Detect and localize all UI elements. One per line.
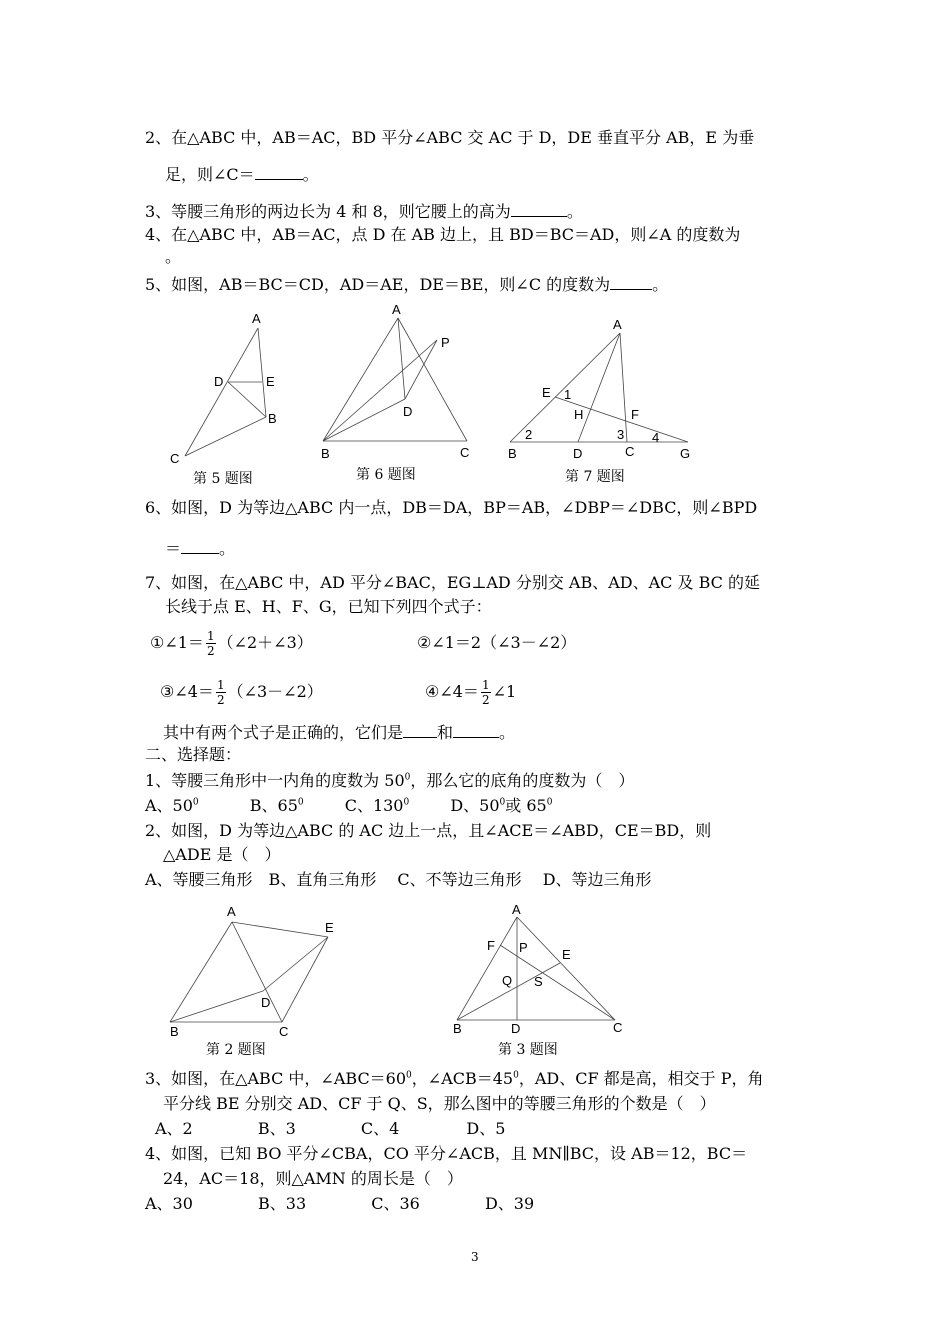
degree-sup: 0	[406, 1070, 412, 1081]
page-number: 3	[471, 1250, 479, 1264]
fig7-label-4: 4	[652, 430, 660, 445]
q6-line2-pre: ＝	[165, 539, 182, 558]
figure-5	[160, 305, 300, 470]
degree-sup: 0	[192, 797, 199, 808]
frac-num: 1	[481, 678, 490, 692]
option-d: D、5	[466, 1119, 506, 1138]
c-q1-pre: 1、等腰三角形中一内角的度数为 50	[145, 771, 405, 790]
option-c: C、36	[371, 1194, 420, 1213]
q6-line2	[165, 537, 235, 559]
option-d: D、50	[450, 796, 500, 815]
degree-sup: 0	[297, 797, 304, 808]
q6-line2-post: 。	[219, 539, 236, 558]
fraction-half	[216, 678, 226, 707]
q7-opt1-post: （∠2＋∠3）	[217, 633, 313, 652]
c-q3-mid: ，∠ACB＝45	[411, 1069, 514, 1088]
option-d-mid: 或 65	[505, 796, 547, 815]
frac-den: 2	[216, 693, 225, 707]
q2-line2	[165, 163, 319, 185]
degree-sup: 0	[404, 772, 411, 783]
fig5-label-b: B	[268, 411, 277, 426]
fig7-label-a: A	[613, 317, 622, 332]
q7-line2: 长线于点 E、H、F、G，已知下列四个式子：	[165, 597, 492, 616]
answer-blank	[610, 273, 652, 290]
c-q2-line2: △ADE 是（ ）	[163, 845, 281, 864]
c2-label-e: E	[325, 920, 334, 935]
option-a: A、2	[155, 1119, 193, 1138]
q6-line1: 6、如图，D 为等边△ABC 内一点，DB＝DA，BP＝AB，∠DBP＝∠DBC，则∠BPD	[145, 498, 758, 517]
c-q2-options: A、等腰三角形 B、直角三角形 C、不等边三角形 D、等边三角形	[145, 870, 652, 889]
option-a: A、30	[145, 1194, 193, 1213]
frac-num: 1	[206, 629, 215, 643]
answer-blank	[255, 163, 303, 180]
c-q3-pre: 3、如图，在△ABC 中，∠ABC＝60	[145, 1069, 407, 1088]
answer-blank	[511, 200, 567, 217]
fig6-label-d: D	[403, 404, 413, 419]
fig6-label-p: P	[441, 335, 450, 350]
choice-figure-2	[160, 900, 360, 1040]
c-q3-line1	[145, 1069, 764, 1089]
q7-opt4-pre: ④∠4＝	[425, 682, 479, 701]
q7-line1: 7、如图，在△ABC 中，AD 平分∠BAC，EG⊥AD 分别交 AB、AD、AC 及 BC 的延	[145, 573, 760, 592]
q7-opt3-pre: ③∠4＝	[160, 682, 214, 701]
frac-den: 2	[206, 644, 215, 658]
c-q4-line1: 4、如图，已知 BO 平分∠CBA，CO 平分∠ACB，且 MN∥BC，设 AB＝12，BC＝	[145, 1144, 748, 1163]
c-q3-options	[155, 1119, 505, 1139]
q3	[145, 200, 583, 222]
figure-6	[310, 300, 480, 465]
q7-ans-post: 。	[499, 723, 516, 742]
fig7-label-g: G	[680, 446, 691, 461]
fig7-label-2: 2	[525, 427, 533, 442]
frac-num: 1	[216, 678, 225, 692]
fig5-label-d: D	[214, 374, 224, 389]
q2-line2-pre: 足，则∠C＝	[165, 165, 255, 184]
c-q1	[145, 771, 634, 791]
q7-option-4	[425, 677, 516, 707]
c-q1-post: ，那么它的底角的度数为（ ）	[410, 771, 635, 790]
fig5-label-e: E	[266, 374, 275, 389]
c2-label-c: C	[279, 1024, 289, 1039]
c3-label-b: B	[453, 1021, 462, 1036]
option-c: C、130	[344, 796, 404, 815]
q2-line2-post: 。	[302, 165, 319, 184]
fig6-caption: 第 6 题图	[356, 467, 416, 483]
q7-option-1	[150, 628, 313, 658]
q7-ans-pre: 其中有两个式子是正确的，它们是	[163, 723, 404, 742]
fig7-label-3: 3	[617, 427, 625, 442]
degree-sup: 0	[499, 797, 506, 808]
c3-label-q: Q	[502, 973, 513, 988]
section-title: 二、选择题：	[145, 745, 242, 764]
fig5-label-c: C	[170, 451, 180, 466]
c2-label-a: A	[227, 904, 236, 919]
fig7-label-d: D	[573, 446, 583, 461]
degree-sup: 0	[403, 797, 410, 808]
fig5-label-a: A	[252, 311, 261, 326]
c3-label-p: P	[519, 940, 528, 955]
option-a: A、50	[145, 796, 193, 815]
figure-7	[500, 315, 700, 465]
c3-label-a: A	[512, 902, 521, 917]
degree-sup: 0	[513, 1070, 519, 1081]
fig7-label-h: H	[574, 407, 584, 422]
c-q3-line2: 平分线 BE 分别交 AD、CF 于 Q、S，那么图中的等腰三角形的个数是（ ）	[163, 1094, 716, 1113]
option-c: C、4	[360, 1119, 400, 1138]
c3-caption: 第 3 题图	[498, 1042, 558, 1058]
q2-line1: 2、在△ABC 中，AB＝AC，BD 平分∠ABC 交 AC 于 D，DE 垂直平分 AB，E 为垂	[145, 128, 755, 147]
q7-ans-mid: 和	[437, 723, 454, 742]
c2-caption: 第 2 题图	[206, 1042, 266, 1058]
c2-label-b: B	[170, 1024, 179, 1039]
answer-blank	[181, 537, 219, 554]
option-d: D、39	[484, 1194, 535, 1213]
q5	[145, 273, 668, 295]
frac-den: 2	[481, 693, 490, 707]
c2-label-d: D	[261, 995, 271, 1010]
c-q2-line1: 2、如图，D 为等边△ABC 的 AC 边上一点，且∠ACE＝∠ABD，CE＝BD，则	[145, 821, 712, 840]
c-q4-line2: 24，AC＝18，则△AMN 的周长是（ ）	[163, 1169, 463, 1188]
q5-post: 。	[652, 275, 669, 294]
choice-figure-3	[450, 900, 640, 1040]
c-q3-post: ，AD、CF 都是高，相交于 P，角	[518, 1069, 764, 1088]
c-q4-options	[145, 1194, 534, 1214]
c3-label-d: D	[511, 1021, 521, 1036]
q7-answer-line	[163, 721, 515, 743]
q7-opt3-post: （∠3－∠2）	[227, 682, 323, 701]
q7-opt4-post: ∠1	[492, 682, 517, 701]
q4-line2: 。	[165, 247, 182, 266]
c3-label-f: F	[487, 938, 495, 953]
fig7-label-b: B	[508, 446, 517, 461]
fig7-label-c: C	[625, 444, 635, 459]
q5-text: 5、如图，AB＝BC＝CD，AD＝AE，DE＝BE，则∠C 的度数为	[145, 275, 611, 294]
option-b: B、33	[258, 1194, 307, 1213]
degree-sup: 0	[546, 797, 553, 808]
c3-label-s: S	[534, 974, 543, 989]
fig7-caption: 第 7 题图	[565, 469, 625, 485]
option-b: B、3	[257, 1119, 296, 1138]
fig5-caption: 第 5 题图	[193, 471, 253, 487]
fig6-label-a: A	[392, 302, 401, 317]
option-b: B、65	[249, 796, 298, 815]
answer-blank	[453, 721, 499, 738]
q4-line1: 4、在△ABC 中，AB＝AC，点 D 在 AB 边上，且 BD＝BC＝AD，则∠A 的度数为	[145, 225, 741, 244]
answer-blank	[403, 721, 437, 738]
c-q1-options	[145, 796, 552, 816]
c3-label-c: C	[613, 1020, 623, 1035]
q7-option-2: ②∠1＝2（∠3－∠2）	[417, 633, 577, 652]
fig6-label-b: B	[321, 446, 330, 461]
fraction-half	[481, 678, 491, 707]
fig7-label-1: 1	[564, 387, 572, 402]
c3-label-e: E	[562, 947, 571, 962]
q3-post: 。	[566, 202, 583, 221]
q7-opt1-pre: ①∠1＝	[150, 633, 204, 652]
fraction-half	[206, 629, 216, 658]
q7-option-3	[160, 677, 323, 707]
fig7-label-e: E	[542, 385, 551, 400]
fig6-label-c: C	[460, 445, 470, 460]
q3-text: 3、等腰三角形的两边长为 4 和 8，则它腰上的高为	[145, 202, 511, 221]
fig7-label-f: F	[631, 407, 639, 422]
